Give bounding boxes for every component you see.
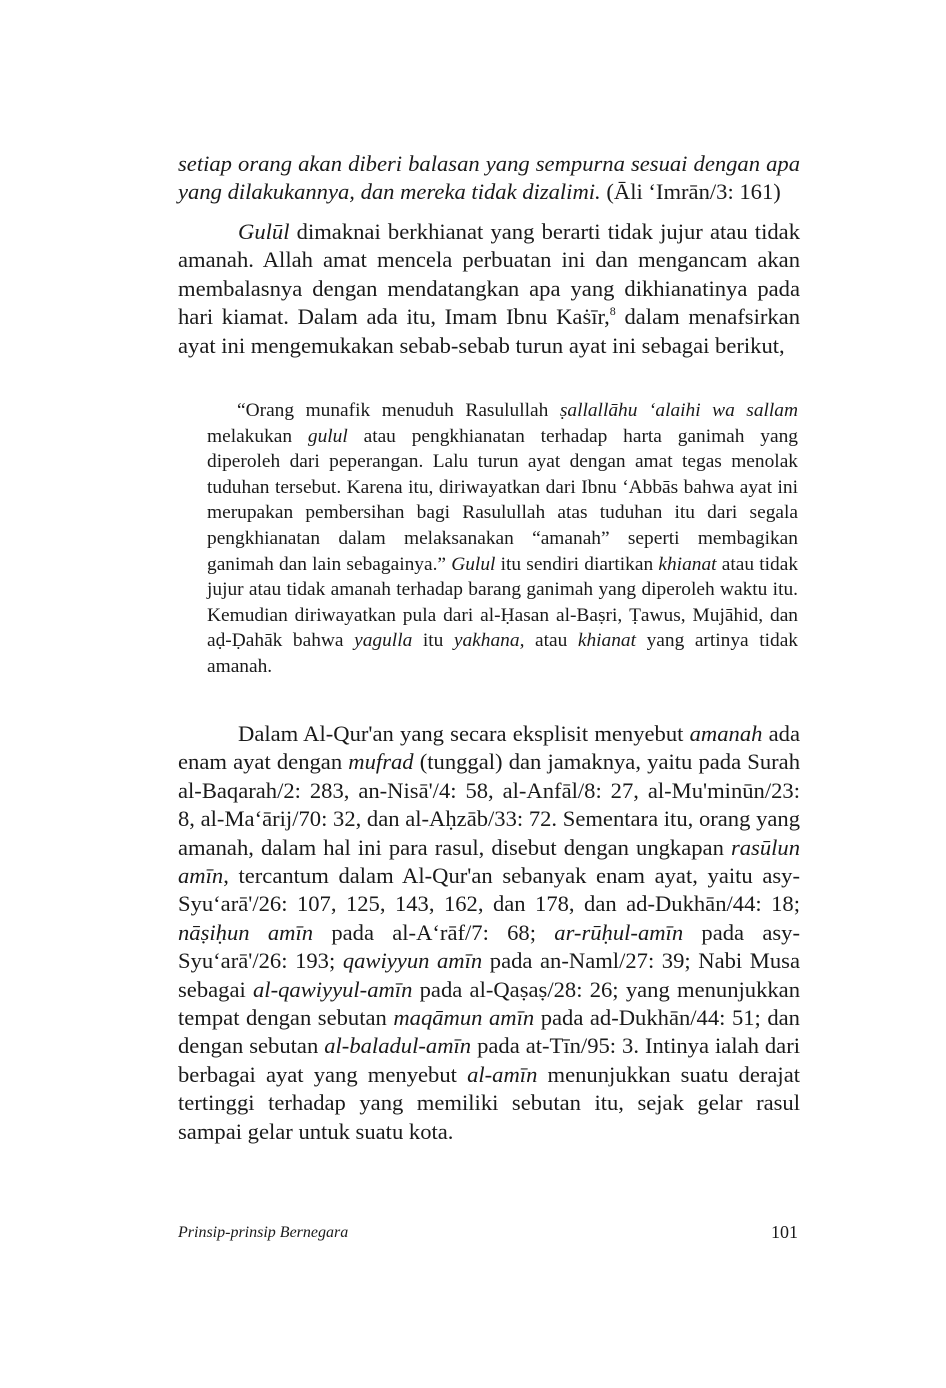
quote-italic: Gulul — [451, 553, 496, 575]
quote-text: itu sendiri diartikan — [495, 553, 659, 575]
quote-italic: ṣallallāhu ‘alaihi wa sallam — [559, 400, 798, 421]
paragraph-italic: al-amīn — [467, 1061, 538, 1087]
paragraph-text: pada at-Tīn/95: 3. Intinya ialah dari berbagai ayat yang menyebut — [178, 1033, 800, 1087]
quote-italic: khianat — [658, 553, 717, 575]
quote-italic: yakhana, — [453, 630, 525, 652]
paragraph-text: pada an-Naml/27: 39; Nabi Musa sebagai — [178, 948, 800, 1002]
block-quote-text — [207, 398, 798, 680]
running-footer-title: Prinsip-prinsip Bernegara — [178, 1224, 349, 1241]
paragraph-text: dimaknai berkhianat yang berarti tidak jujur atau tidak amanah. Allah amat mencela perbuatan ini dan mengancam akan membalasnya dengan mendatangkan apa yang dikhianatinya pada hari kiamat. Dalam ada itu, Imam Ibnu Kaṡīr, — [178, 219, 800, 330]
paragraph-italic: rasūlun amīn — [178, 834, 800, 889]
quote-text: melakukan — [207, 425, 308, 447]
paragraph-italic: al-qawiyyul-amīn — [253, 976, 413, 1002]
paragraph-gulul — [178, 218, 800, 360]
paragraph-italic: qawiyyun amīn — [342, 948, 483, 974]
paragraph-text: ada enam ayat dengan — [178, 721, 800, 775]
paragraph-gulul-text — [178, 218, 800, 360]
paragraph-amanah-text — [178, 720, 800, 1146]
paragraph-text: pada al-Qaṣaṣ/28: 26; yang menunjukkan tempat dengan sebutan — [178, 976, 800, 1031]
quote-text: “Orang munafik menuduh Rasulullah — [237, 400, 560, 421]
quote-italic: yagulla — [354, 630, 413, 652]
paragraph-text: pada al-A‘rāf/7: 68; — [313, 919, 555, 945]
quote-text: itu — [412, 630, 454, 652]
quote-italic: gulul — [307, 425, 348, 447]
page-number: 101 — [771, 1222, 798, 1242]
paragraph-text: , tercantum dalam Al-Qur'an sebanyak enam ayat, yaitu asy-Syu‘arā'/26: 107, 125, 143, 162, dan 178, dan ad-Dukhān/44: 18; — [178, 863, 800, 917]
opening-verse-block — [178, 150, 800, 207]
quote-italic: khianat — [577, 630, 637, 652]
footnote-marker: 8 — [609, 304, 616, 319]
quote-text: atau tidak jujur atau tidak amanah terhadap barang ganimah yang diperoleh waktu itu. Kemudian diriwayatkan pula dari al-Ḥasan al-Baṣri, Ṭawus, Mujāhid, dan aḍ-Ḍahāk bahwa — [207, 553, 799, 652]
verse-translation-end — [178, 150, 800, 207]
quote-text: yang artinya tidak amanah. — [207, 630, 798, 677]
block-quote — [207, 398, 798, 680]
paragraph-italic: amanah — [689, 721, 763, 746]
paragraph-text: pada ad-Dukhān/44: 51; dan dengan sebutan — [178, 1005, 800, 1059]
paragraph-text: menunjukkan suatu derajat tertinggi terhadap yang memiliki sebutan itu, sejak gelar rasul sampai gelar untuk suatu kota. — [178, 1061, 800, 1144]
quote-text: atau pengkhianatan terhadap harta ganimah yang diperoleh dari peperangan. Lalu turun ayat dengan amat tegas menolak tuduhan tersebut. Karena itu, diriwayatkan dari Ibnu ‘Abbās bahwa ayat ini merupakan pembersihan bagi Rasulullah atas tuduhan itu dari segala pengkhianatan dalam melaksanakan “amanah” seperti membagikan ganimah dan lain sebagainya.” — [207, 425, 798, 575]
paragraph-italic: al-baladul-amīn — [324, 1033, 472, 1059]
paragraph-amanah — [178, 720, 800, 1146]
term-gulul: Gulūl — [238, 219, 290, 244]
paragraph-text: Dalam Al-Qur'an yang secara eksplisit menyebut — [238, 721, 690, 746]
quote-text: atau — [524, 630, 578, 652]
paragraph-text: dalam menafsirkan ayat ini mengemukakan sebab-sebab turun ayat ini sebagai berikut, — [178, 304, 801, 358]
paragraph-italic: maqāmun amīn — [393, 1005, 535, 1031]
verse-reference: (Āli ‘Imrān/3: 161) — [600, 179, 781, 205]
paragraph-text: (tunggal) dan jamaknya, yaitu pada Surah al-Baqarah/2: 283, an-Nisā'/4: 58, al-Anfāl/8: 27, al-Mu'minūn/23: 8, al-Ma‘ārij/70: 32, dan al-Aḥzāb/33: 72. Sementara itu, orang yang amanah, dalam hal ini para rasul, disebut dengan ungkapan — [178, 749, 801, 860]
paragraph-italic: ar-rūḥul-amīn — [554, 919, 684, 945]
verse-text: setiap orang akan diberi balasan yang sempurna sesuai dengan apa yang dilakukannya, dan mereka tidak dizalimi. — [178, 151, 800, 205]
paragraph-text: pada asy-Syu‘arā'/26: 193; — [178, 919, 801, 974]
paragraph-italic: mufrad — [348, 749, 414, 775]
paragraph-italic: nāṣiḥun amīn — [178, 919, 314, 945]
